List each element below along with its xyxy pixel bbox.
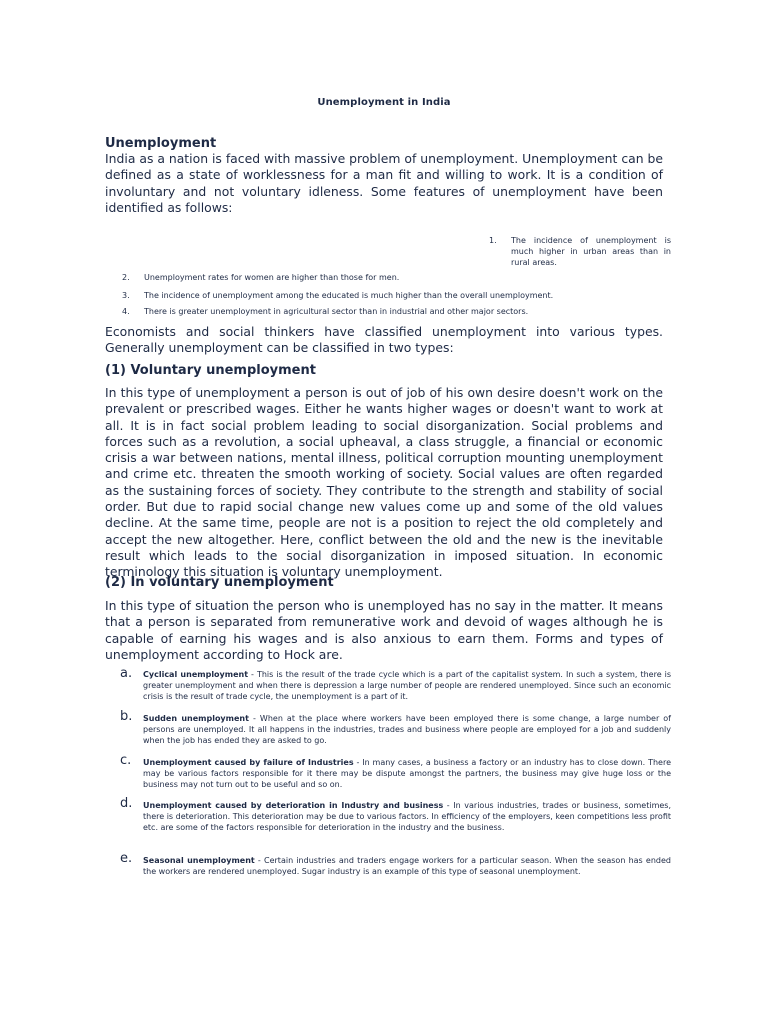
feature-item: Unemployment rates for women are higher than those for men. [144,273,400,282]
type-letter: c. [120,753,132,768]
type-item [143,855,671,877]
type-item [143,800,671,834]
type-description: - In many cases, a business a factory or an industry has to close down. There may be various factors responsible for it there may be dispute amongst the partners, the business may give huge loss or the business may not turn out to be useful and so on. [143,758,671,790]
type-term: Sudden unemployment [143,714,249,723]
type-item [143,757,671,791]
feature-item: There is greater unemployment in agricultural sector than in industrial and other major sectors. [144,307,529,316]
type-description: - When at the place where workers have been employed there is some change, a large number of persons are unemployed. It all happens in the industries, trades and business where people are employed for a job and suddenly when the job has ended they are asked to go. [143,714,671,746]
type-description: - This is the result of the trade cycle which is a part of the capitalist system. In such a system, there is greater unemployment and when there is depression a large number of people are rendered unemployed. Since such an economic crisis is the result of trade cycle, the unemployment is a part of it. [143,670,672,702]
feature-number: 4. [122,307,130,316]
type-letter: d. [120,796,133,811]
classify-paragraph: Economists and social thinkers have classified unemployment into various types. Generally unemployment can be classified in two types: [105,324,663,356]
section-heading-unemployment: Unemployment [105,136,217,151]
type-term: Unemployment caused by deterioration in Industry and business [143,801,444,810]
section-heading-voluntary: (1) Voluntary unemployment [105,363,316,378]
type-letter: b. [120,709,133,724]
feature-item: The incidence of unemployment is much higher in urban areas than in rural areas. [511,236,671,267]
type-item [143,713,671,747]
involuntary-paragraph: In this type of situation the person who is unemployed has no say in the matter. It means that a person is separated from remunerative work and devoid of wages although he is capable of earning his wages and is also anxious to earn them. Forms and types of unemployment according to Hock are. [105,598,663,662]
section-heading-involuntary: (2) In voluntary unemployment [105,575,334,590]
feature-number: 1. [489,236,497,245]
type-item [143,669,671,703]
type-term: Cyclical unemployment [143,670,249,679]
type-description: - In various industries, trades or business, sometimes, there is deterioration. This deterioration may be due to various factors. In efficiency of the employers, keen competitions less profit etc. are some of the factors responsible for deterioration in the industry and the business. [143,801,671,833]
feature-item: The incidence of unemployment among the educated is much higher than the overall unemployment. [144,291,554,300]
voluntary-paragraph: In this type of unemployment a person is out of job of his own desire doesn't work on the prevalent or prescribed wages. Either he wants higher wages or doesn't want to work at all. It is in fact social problem leading to social disorganization. Social problems and forces such as a revolution, a social upheaval, a class struggle, a financial or economic crisis a war between nations, mental illness, political corruption mounting unemployment and crime etc. threaten the smooth working of society. Social values are often regarded as the sustaining forces of society. They contribute to the strength and stability of social order. But due to rapid social change new values come up and some of the old values decline. At the same time, people are not is a position to reject the old completely and accept the new altogether. Here, conflict between the old and the new is the inevitable result which leads to the social disorganization in imposed situation. In economic terminology this situation is voluntary unemployment. [105,385,663,580]
type-description: - Certain industries and traders engage workers for a particular season. When the season has ended the workers are rendered unemployed. Sugar industry is an example of this type of seasonal unemployment. [143,856,671,877]
intro-paragraph: India as a nation is faced with massive problem of unemployment. Unemployment can be defined as a state of worklessness for a man fit and willing to work. It is a condition of involuntary and not voluntary idleness. Some features of unemployment have been identified as follows: [105,151,664,215]
document-title: Unemployment in India [317,97,451,108]
type-letter: a. [120,666,133,681]
type-letter: e. [120,851,133,866]
feature-number: 2. [122,273,130,282]
feature-number: 3. [122,291,130,300]
type-term: Unemployment caused by failure of Industries [143,758,354,767]
type-term: Seasonal unemployment [143,856,255,865]
